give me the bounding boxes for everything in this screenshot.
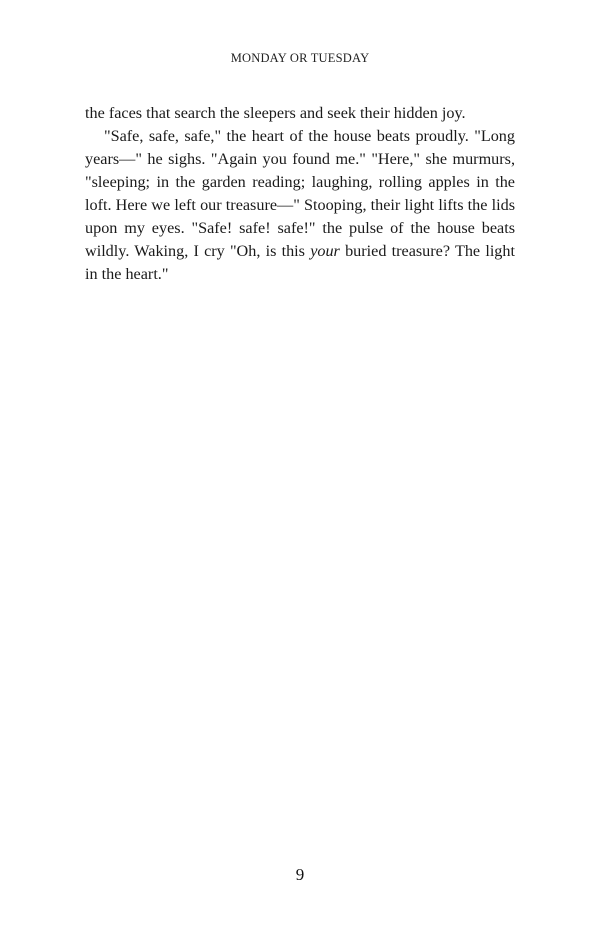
paragraph-text-end: buried treasure? The light in the heart." <box>85 242 515 283</box>
body-text <box>85 102 515 286</box>
page-number: 9 <box>295 865 305 884</box>
paragraph <box>85 125 515 286</box>
paragraph-continuation: the faces that search the sleepers and seek their hidden joy. <box>85 104 466 122</box>
running-head: MONDAY OR TUESDAY <box>230 51 370 65</box>
paragraph-text-start: "Safe, safe, safe," the heart of the house beats proudly. "Long years—" he sighs. "Again you found me." "Here," she murmurs, "sleeping; in the garden reading; laughing, rolling apples in the loft. Here we left our treasure—" Stooping, their light lifts the lids upon my eyes. "Safe! safe! safe!" the pulse of the house beats wildly. Waking, I cry "Oh, is this <box>85 127 515 260</box>
emphasized-word: your <box>310 242 340 260</box>
